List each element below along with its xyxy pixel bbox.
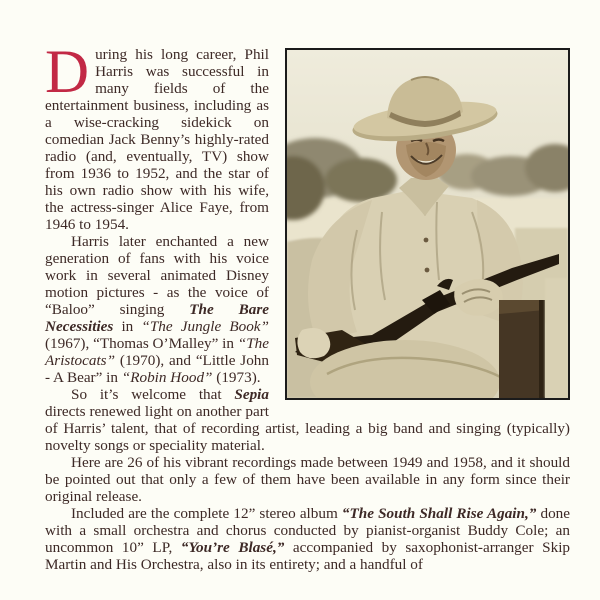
dropcap-letter: D — [45, 39, 90, 106]
fence-post — [499, 300, 545, 398]
liner-notes-text — [45, 39, 571, 573]
text-segment: (1967), “Thomas O’Malley” in — [45, 335, 238, 352]
text-segment: in — [113, 318, 142, 335]
text-segment: “You’re Blasé,” — [180, 539, 285, 556]
text-segment: accompanied by saxophonist-arranger Skip Martin and His Orchestra, also in its entirety; and a handful of — [45, 539, 571, 573]
text-segment: uring his long career, Phil Harris was successful in many fields of the entertainment business, including as a wise-cracking sidekick on comedian Jack Benny’s highly-rated radio (and, eventually, TV) show from 1936 to 1952, and the star of his own radio show with his wife, the actress-singer Alice Faye, from 1946 to 1954. — [45, 46, 269, 233]
text-segment: Harris later enchanted a new generation of fans with his voice work in several animated Disney motion pictures - as the voice of “Baloo” singing — [45, 233, 269, 318]
text-segment: (1973). — [212, 369, 261, 386]
text-segment: Here are 26 of his vibrant recordings made between 1949 and 1958, and it should be pointed out that only a few of them have been available in any form since their original release. — [45, 454, 570, 505]
text-segment: “Robin Hood” — [121, 369, 213, 386]
paragraph-5 — [45, 505, 570, 573]
text-segment: The Bare Necessities — [45, 301, 269, 335]
text-segment: Sepia — [234, 386, 269, 403]
grass-strip-right — [545, 278, 568, 398]
text-segment: “The South Shall Rise Again,” — [341, 505, 537, 522]
paragraph-4 — [45, 454, 570, 505]
text-segment: “The Aristocats” — [45, 335, 269, 369]
phil-harris-photo — [285, 48, 570, 400]
text-segment: Included are the complete 12” stereo album — [71, 505, 342, 522]
text-segment: So it’s welcome that — [71, 386, 235, 403]
text-segment: (1970), and “Little John - A Bear” in — [45, 352, 269, 386]
text-segment: “The Jungle Book” — [141, 318, 269, 335]
text-segment: directs renewed light on another part of Harris’ talent, that of recording artist, leading a big band and singing (typically) novelty songs or speciality material. — [45, 403, 570, 454]
text-segment: done with a small orchestra and chorus conducted by pianist-organist Buddy Cole; an uncommon 10” LP, — [45, 505, 571, 556]
photo-illustration — [287, 50, 568, 398]
